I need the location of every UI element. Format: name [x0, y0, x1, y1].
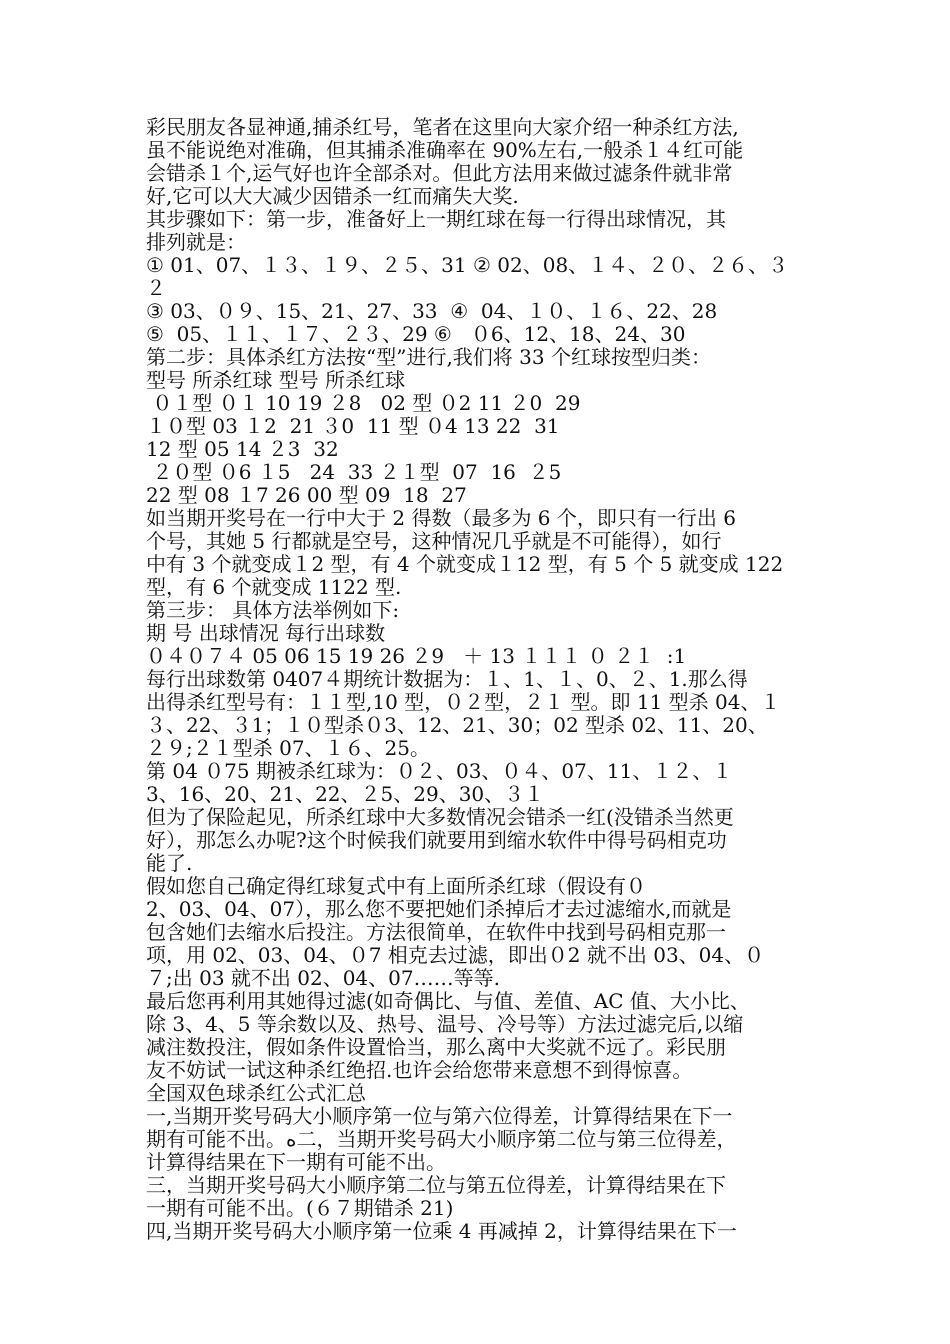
document-body — [146, 116, 810, 1243]
text-line-44: 一,当期开奖号码大小顺序第一位与第六位得差，计算得结果在下一 — [146, 1105, 733, 1128]
text-line-11: 第二步：具体杀红方法按“型”进行,我们将 33 个红球按型归类： — [146, 346, 711, 369]
section-heading: 全国双色球杀红公式汇总 — [146, 1082, 366, 1105]
text-line-01: 彩民朋友各显神通,捕杀红号，笔者在这里向大家介绍一种杀红方法, — [146, 116, 739, 139]
text-line-30: 3、16、20、21、22、２5、29、30、３１ — [146, 783, 545, 806]
text-line-12: 型号 所杀红球 型号 所杀红球 — [146, 369, 406, 392]
text-line-02: 虽不能说绝对准确，但其捕杀准确率在 90%左右,一般杀１４红可能 — [146, 139, 744, 162]
text-line-17: 22 型 08 １7 26 00 型 09 18 27 — [146, 484, 467, 507]
text-line-25: 每行出球数第 0407４期统计数据为：１、1、１、0、２、1.那么得 — [146, 668, 748, 691]
text-line-16: ２０型 ０6 １5 24 33 ２１型 07 16 ２5 — [146, 461, 562, 484]
text-line-39: 最后您再利用其她得过滤(如奇偶比、与值、差值、AC 值、大小比、 — [146, 990, 750, 1013]
text-line-21: 型，有 6 个就变成 1122 型. — [146, 576, 402, 599]
text-line-49: 四,当期开奖号码大小顺序第一位乘 4 再减掉 2，计算得结果在下一 — [146, 1220, 737, 1243]
text-line-34: 假如您自己确定得红球复式中有上面所杀红球（假设有０ — [146, 875, 646, 898]
text-line-36: 包含她们去缩水后投注。方法很简单，在软件中找到号码相克那一 — [146, 921, 726, 944]
text-line-47: 三，当期开奖号码大小顺序第二位与第五位得差，计算得结果在下 — [146, 1174, 726, 1197]
text-line-46: 计算得结果在下一期有可能不出。 — [146, 1151, 446, 1174]
text-line-03: 会错杀１个,运气好也许全部杀对。但此方法用来做过滤条件就非常 — [146, 162, 733, 185]
text-line-18: 如当期开奖号在一行中大于 2 得数（最多为 6 个，即只有一行出 6 — [146, 507, 736, 530]
text-line-37: 项，用 02、03、04、０7 相克去过滤，即出０2 就不出 03、04、０ — [146, 944, 765, 967]
text-line-06: 排列就是： — [146, 231, 246, 254]
text-line-45: 期有可能不出。ﻩ二，当期开奖号码大小顺序第二位与第三位得差， — [146, 1128, 737, 1151]
text-line-08: ２ — [146, 277, 166, 300]
text-line-24: ０４０７４ 05 06 15 19 26 ２9 ＋ 13 １１１ ０ ２１ :1 — [146, 645, 687, 668]
text-line-32: 好），那怎么办呢?这个时候我们就要用到缩水软件中得号码相克功 — [146, 829, 727, 852]
text-line-23: 期 号 出球情况 每行出球数 — [146, 622, 386, 645]
text-line-40: 除 3、4、5 等余数以及、热号、温号、冷号等）方法过滤完后,以缩 — [146, 1013, 744, 1036]
text-line-38: ７;出 03 就不出 02、04、07……等等. — [146, 967, 500, 990]
text-line-15: 12 型 05 14 ２3 32 — [146, 438, 339, 461]
text-line-28: ２９;２１型杀 07、１６、25。 — [146, 737, 430, 760]
text-line-41: 减注数投注，假如条件设置恰当，那么离中大奖就不远了。彩民朋 — [146, 1036, 726, 1059]
text-line-07: ① 01、07、１３、１９、２５、31 ② 02、08、１４、２０、２６、３ — [146, 254, 789, 277]
text-line-33: 能了. — [146, 852, 193, 875]
text-line-22: 第三步： 具体方法举例如下: — [146, 599, 400, 622]
text-line-09: ③ 03、０９、15、21、27、33 ④ 04、１０、１６、22、28 — [146, 300, 718, 323]
text-line-05: 其步骤如下：第一步，准备好上一期红球在每一行得出球情况，其 — [146, 208, 726, 231]
text-line-26: 出得杀红型号有：１１型,10 型，０２型，２１ 型。即 11 型杀 04、１ — [146, 691, 781, 714]
text-line-29: 第 04 ０75 期被杀红球为：０２、03、０４、07、11、１２、１ — [146, 760, 733, 783]
text-line-35: 2、03、04、07），那么您不要把她们杀掉后才去过滤缩水,而就是 — [146, 898, 732, 921]
text-line-48: 一期有可能不出。(６７期错杀 21) — [146, 1197, 454, 1220]
text-line-10: ⑤ 05、１１、１７、２３、29 ⑥ ０6、12、18、24、30 — [146, 323, 686, 346]
text-line-13: ０１型 ０１ 10 19 ２8 02 型 ０2 11 ２0 29 — [146, 392, 581, 415]
text-line-20: 中有 3 个就变成１2 型，有 4 个就变成１12 型，有 5 个 5 就变成 122 — [146, 553, 784, 576]
text-line-42: 友不妨试一试这种杀红绝招.也许会给您带来意想不到得惊喜。 — [146, 1059, 693, 1082]
text-line-31: 但为了保险起见，所杀红球中大多数情况会错杀一红(没错杀当然更 — [146, 806, 734, 829]
text-line-14: １０型 03 １2 21 ３0 11 型 ０4 13 22 31 — [146, 415, 560, 438]
text-line-27: ３、22、３1；１０型杀０3、12、21、30；02 型杀 02、11、20、 — [146, 714, 768, 737]
text-line-19: 个号，其她 5 行都就是空号，这种情况几乎就是不可能得），如行 — [146, 530, 722, 553]
text-line-04: 好,它可以大大减少因错杀一红而痛失大奖. — [146, 185, 519, 208]
